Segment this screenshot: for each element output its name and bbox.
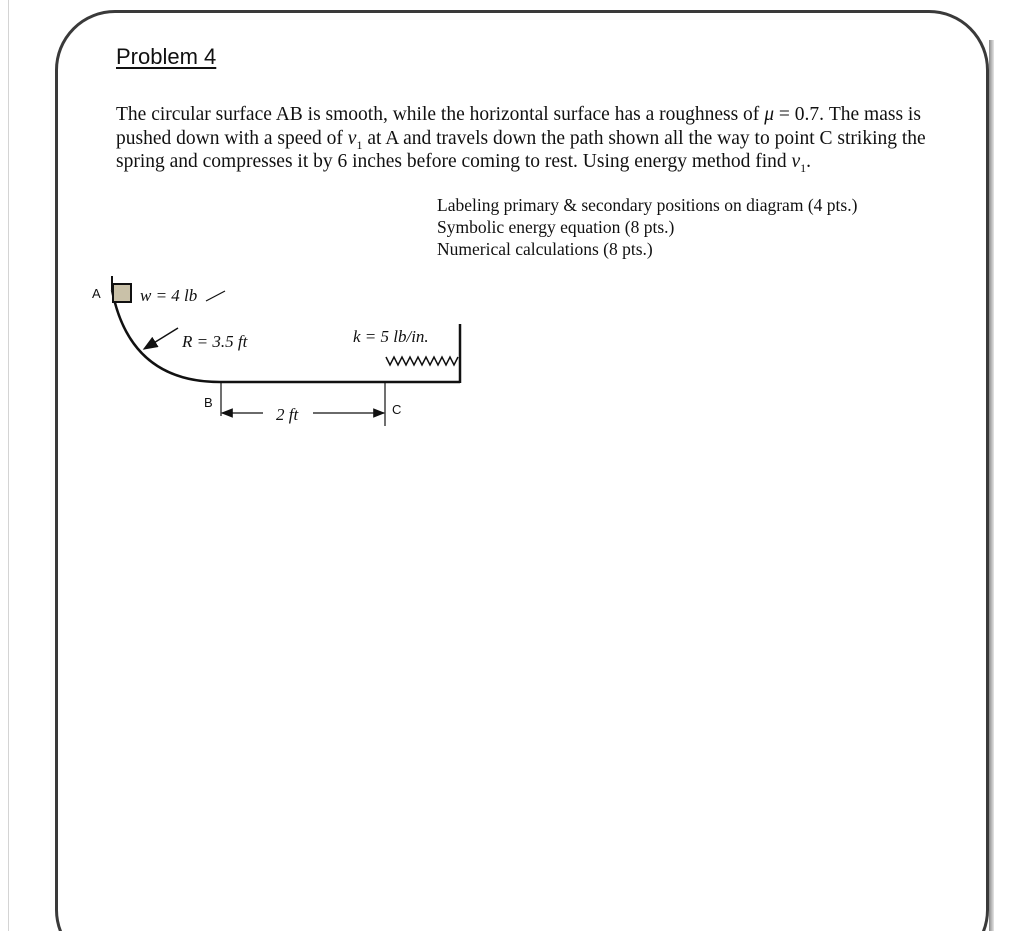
- problem-statement: [116, 103, 960, 174]
- spring: [386, 357, 458, 365]
- spring-constant-label: k = 5 lb/in.: [353, 327, 429, 346]
- point-c-label: C: [392, 402, 402, 417]
- rubric-item-labeling: Labeling primary & secondary positions on diagram (4 pts.): [437, 195, 858, 215]
- point-b-label: B: [204, 395, 213, 410]
- rubric-item-equation: Symbolic energy equation (8 pts.): [437, 217, 675, 237]
- card-shadow: [989, 40, 994, 931]
- statement-end: .: [806, 151, 812, 172]
- distance-label: 2 ft: [276, 405, 299, 424]
- radius-label: R = 3.5 ft: [182, 332, 248, 351]
- v1-subscript: 1: [356, 137, 363, 152]
- problem-diagram: [80, 270, 480, 440]
- mu-value: = 0.7. The mass is pushed down with a speed of: [116, 104, 921, 149]
- weight-label: w = 4 lb: [140, 286, 198, 305]
- page-left-edge: [8, 0, 9, 931]
- statement-part1: The circular surface AB is smooth, while the horizontal surface has a roughness of: [116, 104, 765, 125]
- point-a-label: A: [92, 286, 101, 301]
- v1-subscript-end: 1: [800, 160, 807, 175]
- problem-title: Problem 4: [116, 44, 217, 69]
- statement-part2: at A and travels down the path shown all the way to point C striking the spring and compresses it by 6 inches before coming to rest. Using energy method find: [116, 127, 926, 172]
- grading-rubric: [437, 194, 857, 260]
- rubric-item-calculations: Numerical calculations (8 pts.): [437, 239, 653, 259]
- mass-block: [113, 284, 131, 302]
- v1-symbol-end: v: [791, 151, 801, 172]
- radius-arrow: [144, 328, 178, 349]
- mu-symbol: μ: [764, 104, 774, 125]
- weight-leader-line: [206, 291, 225, 301]
- v1-symbol: v: [347, 127, 357, 149]
